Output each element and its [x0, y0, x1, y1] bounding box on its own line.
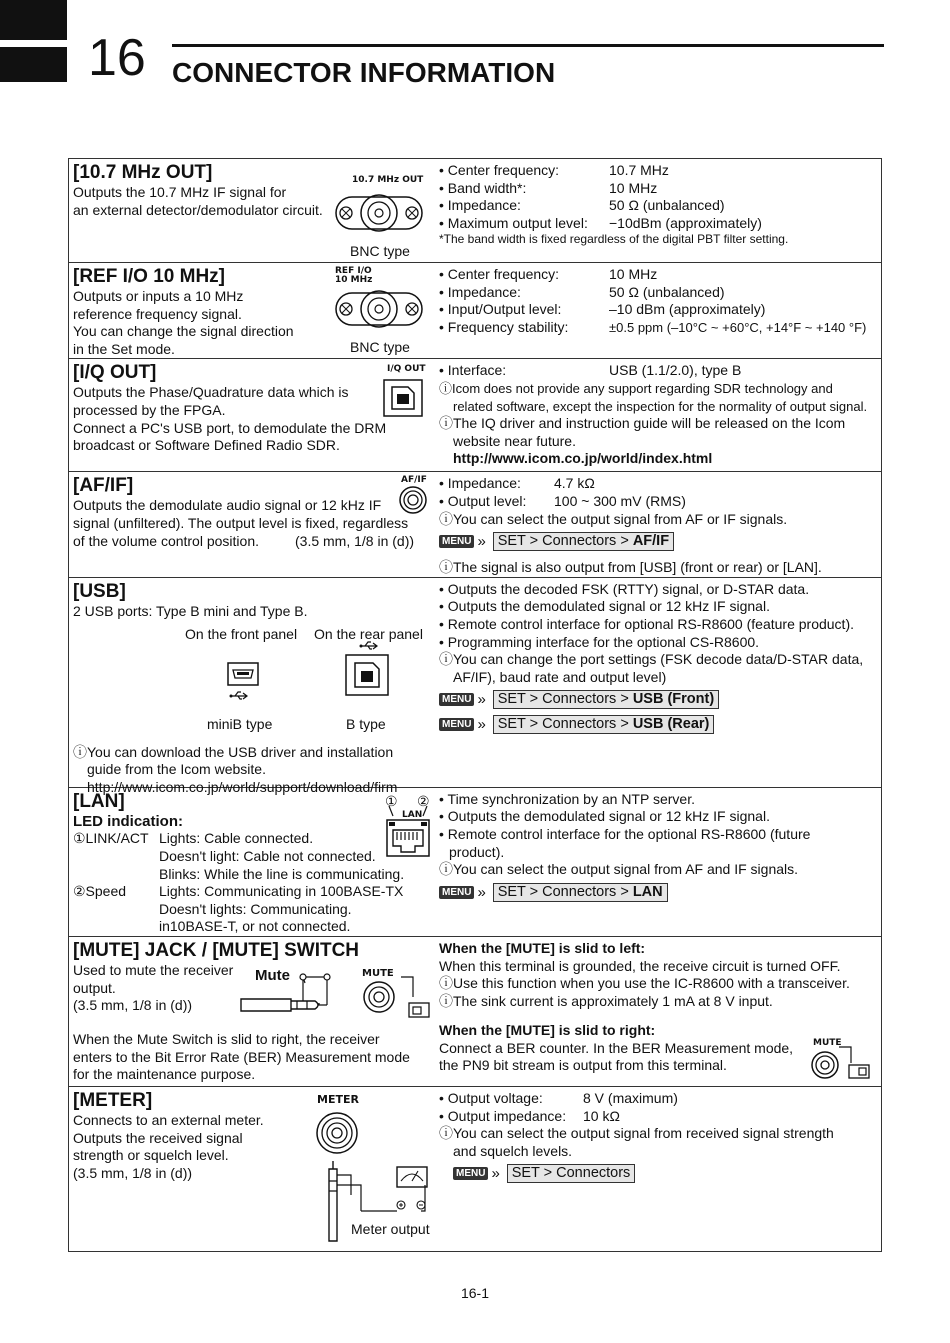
mute-jack-switch-icon — [361, 981, 431, 1031]
desc-line: Connects to an external meter. — [73, 1111, 264, 1128]
path-bold: USB (Front) — [632, 691, 715, 708]
menu-path — [493, 690, 719, 709]
bullet-line: product). — [449, 843, 505, 860]
desc-line: strength or squelch level. — [73, 1147, 229, 1164]
row-iq-out — [69, 359, 882, 472]
af-if-left — [69, 472, 436, 577]
spec-key: • Output level: — [439, 492, 527, 509]
lan-port-icon — [383, 802, 433, 860]
section-title: [10.7 MHz OUT] — [73, 162, 213, 183]
desc-line: (3.5 mm, 1/8 in (d)) — [73, 997, 193, 1014]
menu-path: SET > Connectors — [507, 1164, 636, 1183]
spec-key: • Band width*: — [439, 179, 527, 196]
ref-io-right — [435, 263, 882, 359]
connector-caption: BNC type — [350, 243, 410, 259]
bullet-line: • Outputs the demodulated signal or 12 kHz IF signal. — [439, 808, 770, 825]
minib-caption: miniB type — [207, 715, 273, 732]
spec-value: 50 Ω (unbalanced) — [609, 283, 725, 300]
connector-label: I/Q OUT — [387, 364, 426, 375]
rear-panel-label: On the rear panel — [314, 625, 423, 642]
connector-label: MUTE — [362, 967, 394, 979]
path-text: SET > Connectors > — [497, 533, 633, 550]
connector-label: MUTE — [813, 1037, 842, 1048]
usb-symbol-icon — [359, 640, 379, 652]
led-desc: Lights: Cable connected. — [159, 830, 314, 847]
desc-line: signal (unfiltered). The output level is fixed, regardless — [73, 514, 409, 531]
info-line: ⓘYou can select the output signal from received signal strength — [439, 1125, 834, 1142]
jack-size: (3.5 mm, 1/8 in (d)) — [295, 532, 415, 549]
spec-value: 10 MHz — [609, 266, 658, 282]
page-number: 16-1 — [460, 1285, 490, 1301]
menu-path-line: MENU » SET > Connectors — [453, 1164, 881, 1183]
usb-b-port-icon — [345, 654, 389, 696]
menu-path-line: MENU » SET > Connectors > AF/IF — [439, 532, 881, 551]
subheading: When the [MUTE] is slid to left: — [439, 939, 646, 956]
spec-key: • Maximum output level: — [439, 214, 588, 231]
desc-line: 2 USB ports: Type B mini and Type B. — [73, 602, 308, 619]
lan-right — [435, 787, 882, 936]
usb-symbol-icon — [229, 690, 249, 702]
spec-row — [439, 266, 881, 284]
spec-value: 8 V (maximum) — [583, 1089, 678, 1106]
spec-key: • Impedance: — [439, 475, 521, 492]
text-line: the PN9 bit stream is output from this terminal. — [439, 1057, 727, 1074]
spec-value: ±0.5 ppm (–10°C ~ +60°C, +14°F ~ +140 °F) — [609, 319, 867, 335]
spec-key: • Interface: — [439, 362, 507, 379]
led-name: ②Speed — [73, 883, 127, 900]
row-meter — [69, 1086, 882, 1251]
desc-line: in the Set mode. — [73, 340, 175, 357]
info-line: ⓘThe signal is also output from [USB] (front or rear) or [LAN]. — [439, 559, 822, 576]
section-title: [MUTE] JACK / [MUTE] SWITCH — [73, 939, 360, 961]
b-caption: B type — [346, 715, 386, 732]
bullet-line: • Remote control interface for the optional RS-R8600 (future — [439, 825, 811, 842]
desc-line: When the Mute Switch is slid to right, the receiver — [73, 1030, 380, 1047]
lan-left — [69, 787, 436, 936]
info-line: guide from the Icom website. — [87, 761, 266, 778]
spec-row — [439, 284, 881, 302]
usb-right — [435, 577, 882, 787]
desc-line: reference frequency signal. — [73, 305, 242, 322]
spec-value: 10 kΩ — [583, 1107, 620, 1124]
info-line: ⓘYou can download the USB driver and installation — [73, 743, 394, 760]
bullet-line: • Programming interface for the optional CS-R8600. — [439, 633, 760, 650]
mute-plug-diagram-icon — [241, 963, 341, 1023]
desc-line: Connect a PC's USB port, to demodulate the DRM — [73, 419, 387, 436]
desc-line: Outputs the received signal — [73, 1129, 243, 1146]
chapter-title: CONNECTOR INFORMATION — [172, 57, 556, 88]
row-lan — [69, 787, 882, 936]
led-name: ①LINK/ACT — [73, 830, 149, 847]
desc-line: an external detector/demodulator circuit. — [73, 201, 323, 218]
spec-row — [439, 180, 881, 198]
info-line: ⓘYou can select the output signal from AF or IF signals. — [439, 510, 788, 527]
spec-value: 50 Ω (unbalanced) — [609, 197, 725, 214]
desc-line: broadcast or Software Defined Radio SDR. — [73, 437, 340, 454]
bullet-line: • Remote control interface for optional RS-R8600 (feature product). — [439, 615, 854, 632]
bullet-line: • Outputs the demodulated signal or 12 kHz IF signal. — [439, 598, 770, 615]
audio-jack-icon — [399, 486, 427, 514]
menu-key-icon[interactable]: MENU — [439, 693, 474, 706]
iq-out-left — [69, 359, 436, 472]
spec-key: • Input/Output level: — [439, 301, 562, 318]
mhz-out-left — [69, 159, 436, 263]
spec-value: –10 dBm (approximately) — [609, 301, 766, 318]
info-line: ⓘThe IQ driver and instruction guide will be released on the Icom — [439, 415, 846, 432]
section-title: [LAN] — [73, 790, 125, 812]
path-bold: AF/IF — [632, 533, 670, 550]
led-number-1: ① — [385, 792, 398, 809]
spec-key: • Impedance: — [439, 197, 521, 214]
bnc-connector-icon — [334, 287, 424, 331]
desc-line: Outputs the Phase/Quadrature data which is — [73, 384, 349, 401]
led-row — [73, 883, 435, 901]
info-line: website near future. — [453, 432, 576, 449]
chapter-tab-block — [0, 47, 67, 82]
desc-line: for the maintenance purpose. — [73, 1066, 256, 1083]
spec-row — [439, 319, 881, 337]
path-text: SET > Connectors > — [497, 716, 633, 733]
connector-label: REF I/O — [335, 266, 372, 276]
led-desc: Doesn't light: Cable not connected. — [159, 847, 376, 864]
menu-path-line: MENU » SET > Connectors > LAN — [439, 883, 881, 902]
chapter-rule — [172, 44, 884, 47]
spec-row — [439, 362, 881, 380]
path-bold: USB (Rear) — [632, 716, 710, 733]
spec-row — [439, 301, 881, 319]
menu-key-icon[interactable]: MENU — [439, 718, 474, 731]
meter-left — [69, 1086, 436, 1251]
path-text: SET > Connectors > — [497, 691, 633, 708]
info-line: and squelch levels. — [453, 1142, 573, 1159]
info-line: ⓘUse this function when you use the IC-R8600 with a transceiver. — [439, 975, 850, 992]
info-line: ⓘIcom does not provide any support regarding SDR technology and — [439, 380, 833, 396]
connector-label: AF/IF — [401, 475, 427, 486]
text-line: When this terminal is grounded, the receive circuit is turned OFF. — [439, 957, 841, 974]
desc-line: Outputs or inputs a 10 MHz — [73, 288, 244, 304]
row-af-if — [69, 472, 882, 577]
menu-path-line: MENU » SET > Connectors > USB (Rear) — [439, 715, 881, 734]
menu-key-icon[interactable]: MENU — [453, 1167, 488, 1180]
connector-table — [68, 158, 882, 1252]
desc-line: Used to mute the receiver — [73, 961, 234, 978]
spec-row — [439, 1090, 881, 1108]
spec-key: • Center frequency: — [439, 162, 560, 178]
spec-row — [439, 215, 881, 233]
desc-line: (3.5 mm, 1/8 in (d)) — [73, 1164, 193, 1181]
chapter-tab-block — [0, 0, 67, 40]
bullet-line: • Time synchronization by an NTP server. — [439, 790, 695, 807]
menu-key-icon[interactable]: MENU — [439, 886, 474, 899]
desc-line: output. — [73, 979, 116, 996]
af-if-right — [435, 472, 882, 577]
text-line: Connect a BER counter. In the BER Measurement mode, — [439, 1039, 794, 1056]
section-title: [METER] — [73, 1089, 153, 1111]
info-line: ⓘYou can select the output signal from AF and IF signals. — [439, 861, 799, 878]
ref-io-left — [69, 263, 436, 359]
connector-caption: BNC type — [350, 339, 410, 355]
desc-line — [73, 533, 435, 551]
url-link[interactable]: http://www.icom.co.jp/world/index.html — [453, 450, 713, 467]
menu-key-icon[interactable]: MENU — [439, 535, 474, 548]
bnc-connector-icon — [334, 191, 424, 235]
spec-row — [439, 475, 881, 493]
led-heading: LED indication: — [73, 812, 183, 830]
menu-path — [493, 715, 715, 734]
footnote: *The band width is fixed regardless of the digital PBT filter setting. — [439, 232, 789, 247]
section-title: [AF/IF] — [73, 475, 134, 497]
menu-path-line: MENU » SET > Connectors > USB (Front) — [439, 690, 881, 709]
desc-line: enters to the Bit Error Rate (BER) Measurement mode — [73, 1048, 410, 1065]
connector-label: 10.7 MHz OUT — [352, 175, 424, 185]
spec-key: • Output voltage: — [439, 1089, 543, 1106]
row-usb — [69, 577, 882, 787]
subheading: When the [MUTE] is slid to right: — [439, 1022, 656, 1039]
spec-key: • Frequency stability: — [439, 318, 569, 335]
path-text: SET > Connectors > — [497, 883, 633, 900]
chapter-number: 16 — [88, 29, 146, 87]
connector-label: LAN — [402, 809, 423, 820]
meter-jack-icon — [315, 1111, 359, 1155]
spec-value: USB (1.1/2.0), type B — [609, 362, 742, 379]
info-line: ⓘThe sink current is approximately 1 mA at 8 V input. — [439, 992, 773, 1009]
led-desc: in10BASE-T, or not connected. — [159, 918, 351, 935]
spec-key: • Impedance: — [439, 283, 521, 300]
meter-right — [435, 1086, 882, 1251]
row-mute — [69, 936, 882, 1086]
spec-value: 10.7 MHz — [609, 162, 669, 178]
section-title: [USB] — [73, 580, 126, 602]
spec-key: • Center frequency: — [439, 266, 560, 282]
spec-row — [439, 1108, 881, 1126]
info-line: related software, except the inspection for the normality of output signal. — [453, 398, 868, 414]
spec-row — [439, 162, 881, 180]
connector-label: 10 MHz — [335, 275, 373, 285]
connector-label: METER — [317, 1092, 359, 1106]
spec-key: • Output impedance: — [439, 1107, 567, 1124]
row-mhz-out — [69, 159, 882, 263]
desc-line: You can change the signal direction — [73, 323, 294, 340]
spec-value: 100 ~ 300 mV (RMS) — [554, 492, 686, 509]
desc-text: of the volume control position. — [73, 532, 259, 549]
meter-output-caption: Meter output — [351, 1220, 430, 1237]
spec-value: −10dBm (approximately) — [609, 214, 762, 231]
usb-minib-port-icon — [227, 662, 259, 686]
mute-left — [69, 936, 436, 1086]
desc-line: processed by the FPGA. — [73, 401, 226, 418]
path-bold: LAN — [632, 883, 663, 900]
led-desc: Doesn't lights: Communicating. — [159, 900, 352, 917]
led-row — [73, 830, 435, 848]
spec-value: 10 MHz — [609, 179, 658, 196]
section-title: [I/Q OUT] — [73, 362, 157, 384]
info-line: ⓘYou can change the port settings (FSK decode data/D-STAR data, — [439, 651, 864, 668]
menu-path — [493, 883, 668, 902]
menu-path — [493, 532, 674, 551]
desc-line: Outputs the demodulate audio signal or 12 kHz IF — [73, 497, 382, 514]
bullet-line: • Outputs the decoded FSK (RTTY) signal, or D-STAR data. — [439, 580, 810, 597]
usb-left — [69, 577, 436, 795]
row-ref-io — [69, 263, 882, 359]
desc-line: Outputs the 10.7 MHz IF signal for — [73, 184, 287, 200]
spec-row — [439, 493, 881, 511]
led-desc: Blinks: While the line is communicating. — [159, 865, 405, 882]
mute-jack-switch-icon — [811, 1043, 875, 1085]
mhz-out-right — [435, 159, 882, 263]
led-desc: Lights: Communicating in 100BASE-TX — [159, 883, 404, 900]
url-link[interactable]: http://www.icom.co.jp/world/support/download/firm — [87, 778, 398, 795]
mute-right — [435, 936, 882, 1086]
mute-word: Mute — [255, 966, 290, 984]
spec-row — [439, 197, 881, 215]
usb-b-port-icon — [383, 379, 423, 417]
info-line: AF/IF), baud rate and output level) — [453, 668, 667, 685]
front-panel-label: On the front panel — [185, 625, 298, 642]
section-title: [REF I/O 10 MHz] — [73, 266, 226, 287]
iq-out-right — [435, 359, 882, 472]
led-number-2: ② — [417, 792, 430, 809]
spec-value: 4.7 kΩ — [554, 475, 595, 492]
